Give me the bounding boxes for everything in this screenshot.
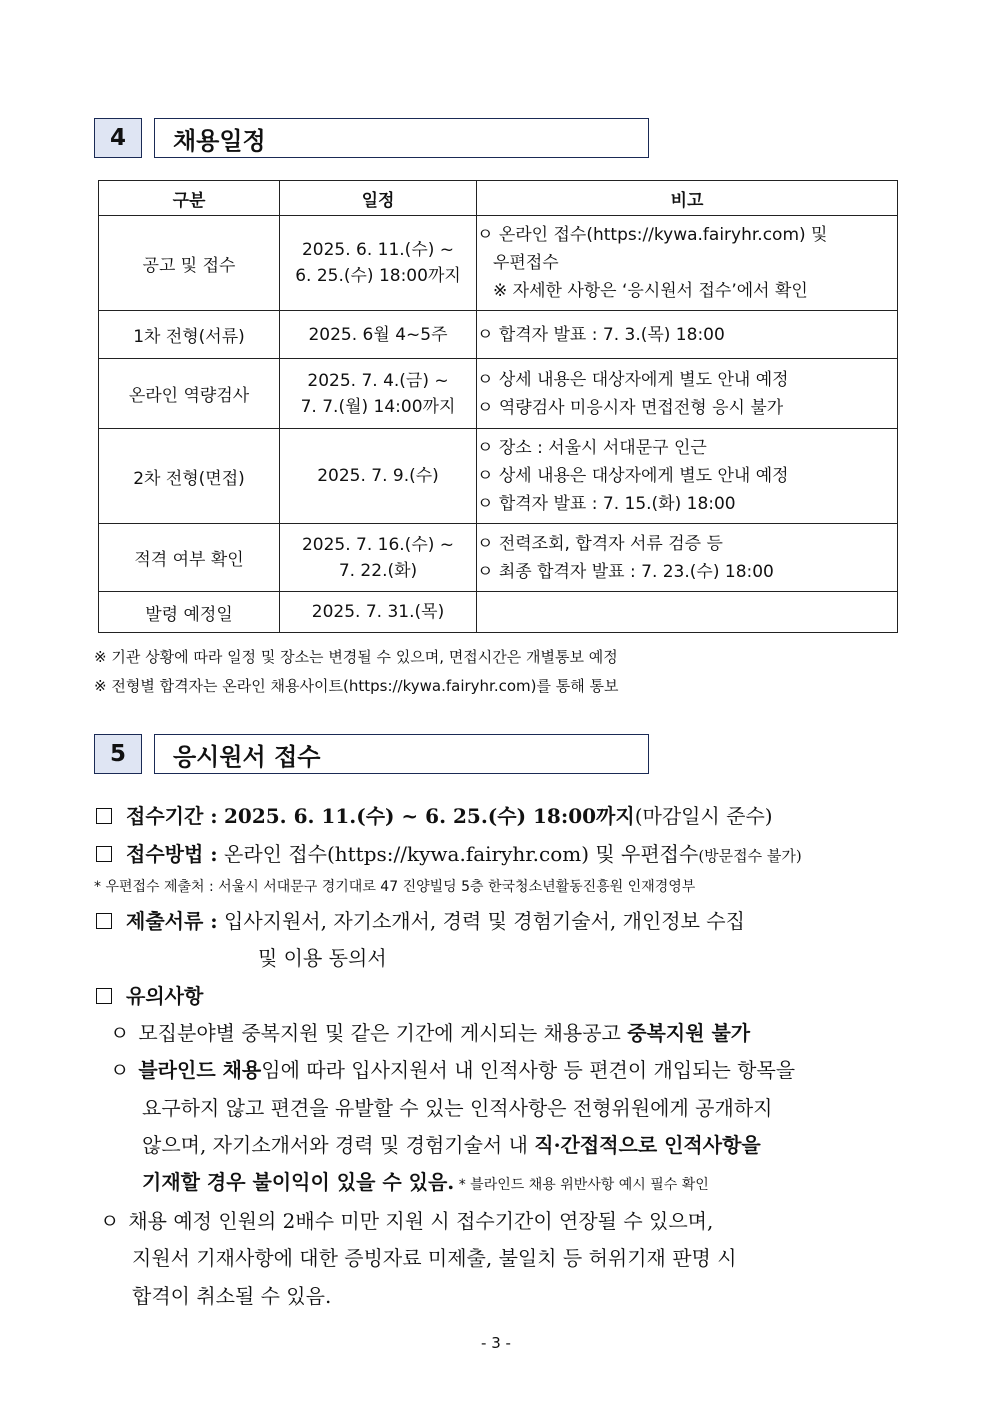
period-suffix: (마감일시 준수)	[634, 804, 773, 828]
row-notes	[477, 311, 898, 359]
caution-item-continued: 합격이 취소될 수 있음.	[132, 1284, 332, 1308]
note-line: ㅇ 전력조회, 합격자 서류 검증 등	[477, 533, 723, 554]
row-date: 2025. 7. 16.(수) ~ 7. 22.(화)	[280, 524, 477, 592]
note-line: ㅇ 상세 내용은 대상자에게 별도 안내 예정	[477, 466, 789, 486]
checkbox-square-icon	[96, 913, 112, 929]
method-value: 온라인 접수(https://kywa.fairyhr.com) 및 우편접수	[224, 842, 699, 866]
caution-item-continued: 요구하지 않고 편견을 유발할 수 있는 인적사항은 전형위원에게 공개하지	[142, 1096, 773, 1120]
circle-bullet-icon: ㅇ	[110, 1058, 130, 1082]
row-category: 공고 및 접수	[99, 216, 280, 311]
note-line: ※ 자세한 사항은 ‘응시원서 접수’에서 확인	[493, 281, 808, 301]
row-category: 발령 예정일	[99, 592, 280, 633]
table-row	[99, 311, 898, 359]
table-note: ※ 기관 상황에 따라 일정 및 장소는 변경될 수 있으며, 면접시간은 개별통보 예정	[94, 648, 618, 666]
row-date: 2025. 6월 4~5주	[280, 311, 477, 359]
caution-heading	[96, 980, 203, 1009]
table-note: ※ 전형별 합격자는 온라인 채용사이트(https://kywa.fairyhr.com)를 통해 통보	[94, 677, 619, 695]
row-notes	[477, 592, 898, 633]
docs-value-continued: 및 이용 동의서	[258, 946, 387, 970]
checkbox-square-icon	[96, 808, 112, 824]
row-date: 2025. 7. 31.(목)	[280, 592, 477, 633]
section-number: 4	[94, 118, 142, 158]
column-header: 일정	[280, 181, 477, 216]
section-4-header	[94, 118, 649, 160]
row-category: 1차 전형(서류)	[99, 311, 280, 359]
table-row	[99, 216, 898, 311]
table-row	[99, 592, 898, 633]
schedule-table	[98, 180, 898, 633]
circle-bullet-icon: ㅇ	[100, 1209, 120, 1233]
note-line: ㅇ 온라인 접수(https://kywa.fairyhr.com) 및	[477, 225, 828, 245]
caution-item: ㅇ 채용 예정 인원의 2배수 미만 지원 시 접수기간이 연장될 수 있으며,	[100, 1205, 713, 1234]
note-line: ㅇ 합격자 발표 : 7. 15.(화) 18:00	[477, 494, 736, 514]
row-notes	[477, 524, 898, 592]
note-line: ㅇ 상세 내용은 대상자에게 별도 안내 예정	[477, 369, 789, 390]
page-number: - 3 -	[481, 1334, 511, 1352]
table-row	[99, 359, 898, 429]
method-label: 접수방법 :	[126, 842, 218, 866]
caution-item-continued: 지원서 기재사항에 대한 증빙자료 미제출, 불일치 등 허위기재 판명 시	[132, 1246, 737, 1270]
caution-item-continued: 기재할 경우 불이익이 있을 수 있음. * 블라인드 채용 위반사항 예시 필수 확인	[142, 1170, 709, 1194]
period-value: 2025. 6. 11.(수) ~ 6. 25.(수) 18:00까지	[224, 804, 635, 828]
row-category: 적격 여부 확인	[99, 524, 280, 592]
docs-label: 제출서류 :	[126, 909, 218, 933]
row-notes	[477, 359, 898, 429]
required-documents	[96, 905, 745, 934]
checkbox-square-icon	[96, 988, 112, 1004]
note-line: ㅇ 장소 : 서울시 서대문구 인근	[477, 438, 707, 458]
caution-item: ㅇ 모집분야별 중복지원 및 같은 기간에 게시되는 채용공고 중복지원 불가	[110, 1017, 750, 1046]
circle-bullet-icon: ㅇ	[110, 1021, 130, 1045]
note-line: ㅇ 합격자 발표 : 7. 3.(목) 18:00	[477, 324, 725, 345]
checkbox-square-icon	[96, 846, 112, 862]
row-date: 2025. 7. 4.(금) ~ 7. 7.(월) 14:00까지	[280, 359, 477, 429]
section-title: 채용일정	[154, 118, 649, 158]
row-category: 온라인 역량검사	[99, 359, 280, 429]
caution-label: 유의사항	[126, 984, 204, 1008]
table-header-row	[99, 181, 898, 216]
caution-item: ㅇ 블라인드 채용임에 따라 입사지원서 내 인적사항 등 편견이 개입되는 항목을	[110, 1054, 795, 1083]
application-method	[96, 838, 802, 867]
application-period	[96, 800, 773, 829]
note-line: 우편접수	[493, 253, 559, 273]
row-notes	[477, 429, 898, 524]
period-label: 접수기간 :	[126, 804, 218, 828]
section-5-header	[94, 734, 649, 776]
caution-item-continued: 않으며, 자기소개서와 경력 및 경험기술서 내 직·간접적으로 인적사항을	[142, 1133, 761, 1157]
table-row	[99, 429, 898, 524]
section-number: 5	[94, 734, 142, 774]
row-category: 2차 전형(면접)	[99, 429, 280, 524]
row-notes	[477, 216, 898, 311]
column-header: 구분	[99, 181, 280, 216]
note-line: ㅇ 최종 합격자 발표 : 7. 23.(수) 18:00	[477, 561, 774, 582]
section-title: 응시원서 접수	[154, 734, 649, 774]
row-date: 2025. 7. 9.(수)	[280, 429, 477, 524]
row-date: 2025. 6. 11.(수) ~ 6. 25.(수) 18:00까지	[280, 216, 477, 311]
docs-value: 입사지원서, 자기소개서, 경력 및 경험기술서, 개인정보 수집	[224, 909, 745, 933]
method-suffix: (방문접수 불가)	[698, 847, 802, 865]
column-header: 비고	[477, 181, 898, 216]
note-line: ㅇ 역량검사 미응시자 면접전형 응시 불가	[477, 397, 784, 418]
mail-submission-note: * 우편접수 제출처 : 서울시 서대문구 경기대로 47 진양빌딩 5층 한국청소년활동진흥원 인재경영부	[94, 879, 696, 895]
table-row	[99, 524, 898, 592]
